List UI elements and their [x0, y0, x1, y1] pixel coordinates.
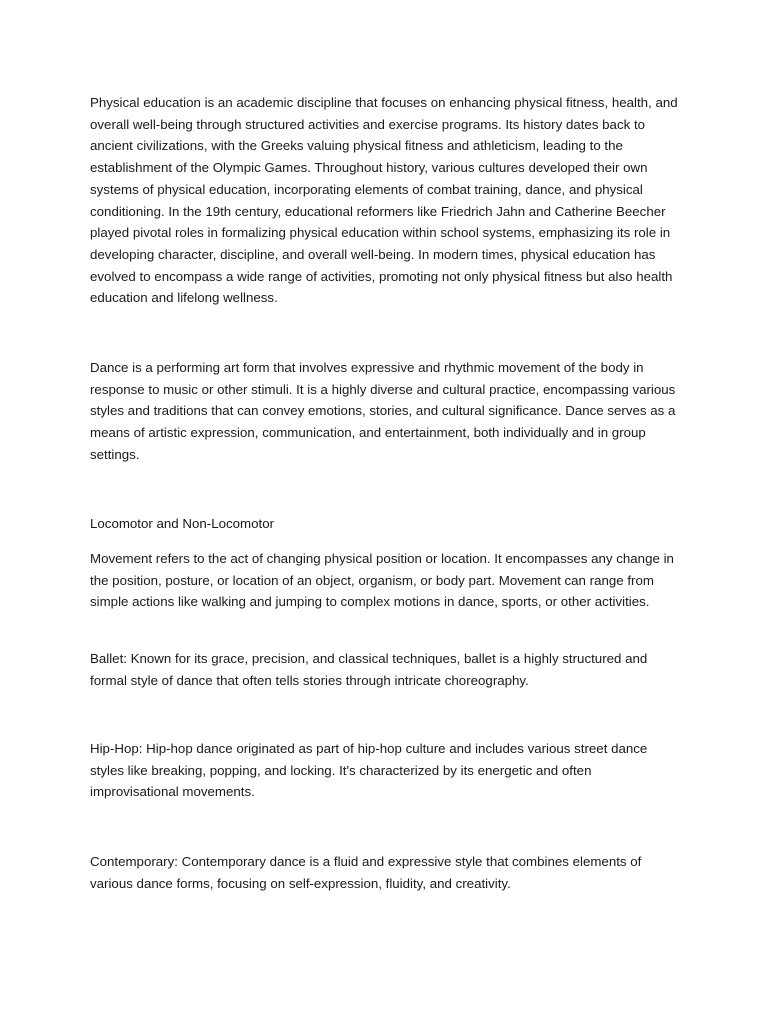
paragraph-dance: Dance is a performing art form that involves expressive and rhythmic movement of the body in response to music or other stimuli. It is a highly diverse and cultural practice, encompassing various styles and traditions that can convey emotions, stories, and cultural significance. Dance serves as a means of artistic expression, communication, and entertainment, both individually and in group settings.	[90, 360, 676, 462]
paragraph-ballet: Ballet: Known for its grace, precision, and classical techniques, ballet is a highly structured and formal style of dance that often tells stories through intricate choreography.	[90, 651, 648, 688]
paragraph-hiphop: Hip-Hop: Hip-hop dance originated as part of hip-hop culture and includes various street dance styles like breaking, popping, and locking. It's characterized by its energetic and often improvisational movements.	[90, 741, 648, 800]
paragraph-physical-education: Physical education is an academic discipline that focuses on enhancing physical fitness, health, and overall well-being through structured activities and exercise programs. Its history dates back to ancient civilizations, with the Greeks valuing physical fitness and athleticism, leading to the establishment of the Olympic Games. Throughout history, various cultures developed their own systems of physical education, incorporating elements of combat training, dance, and physical conditioning. In the 19th century, educational reformers like Friedrich Jahn and Catherine Beecher played pivotal roles in formalizing physical education within school systems, emphasizing its role in developing character, discipline, and overall well-being. In modern times, physical education has evolved to encompass a wide range of activities, promoting not only physical fitness but also health education and lifelong wellness.	[90, 95, 678, 306]
section-heading-locomotor: Locomotor and Non-Locomotor	[90, 516, 275, 531]
paragraph-movement: Movement refers to the act of changing physical position or location. It encompasses any change in the position, posture, or location of an object, organism, or body part. Movement can range from simple actions like walking and jumping to complex motions in dance, sports, or other activities.	[90, 551, 674, 610]
paragraph-contemporary: Contemporary: Contemporary dance is a fluid and expressive style that combines elements of various dance forms, focusing on self-expression, fluidity, and creativity.	[90, 854, 642, 891]
